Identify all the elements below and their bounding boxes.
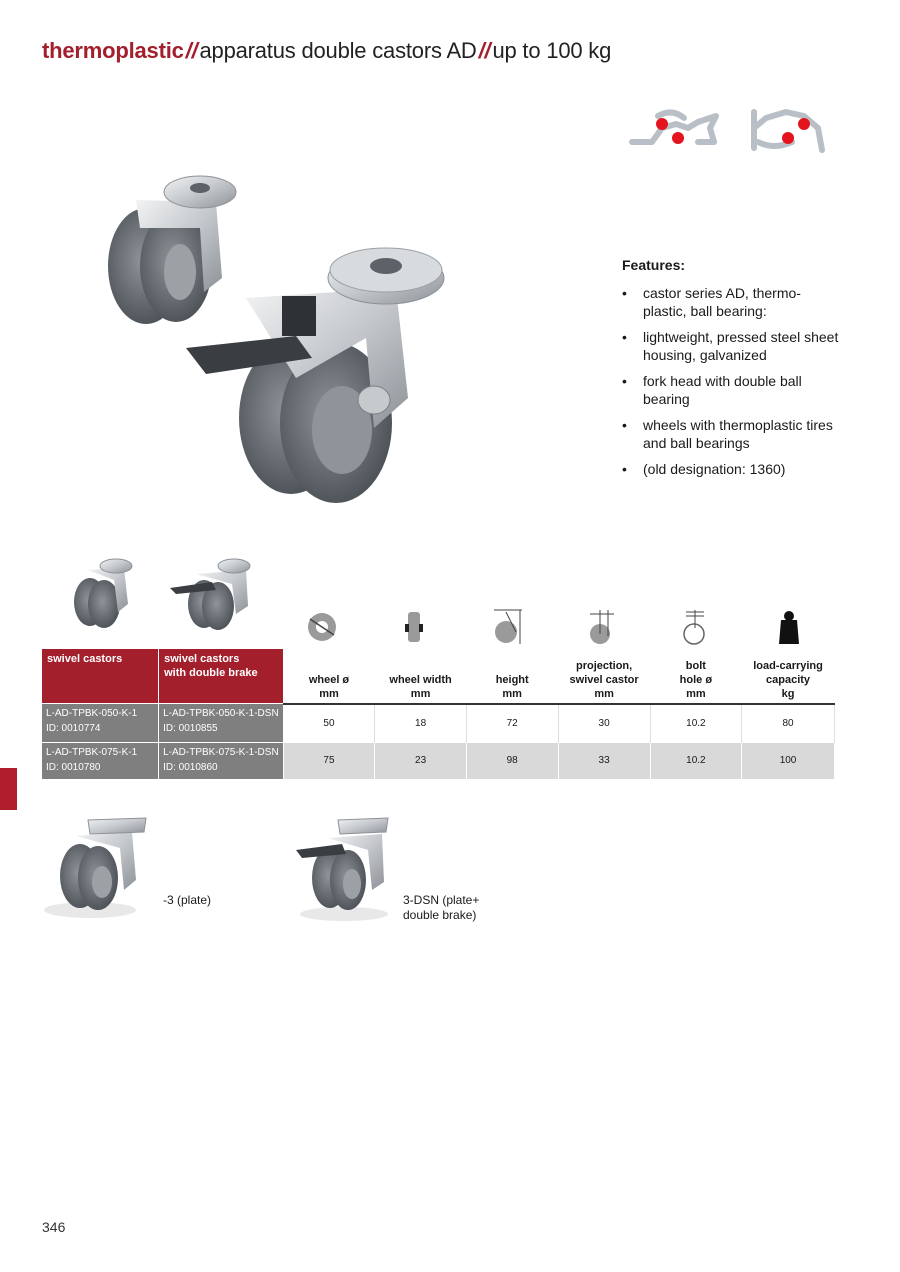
value-cell: 50 [283, 704, 375, 743]
bolt-hole-icon [680, 606, 714, 648]
feature-item: • castor series AD, thermo-plastic, ball bearing: [622, 284, 842, 320]
wheel-width-icon [398, 606, 432, 648]
value-cell: 23 [375, 743, 467, 780]
weight-icon [774, 606, 804, 648]
value-cell: 10.2 [650, 743, 741, 780]
value-cell: 72 [466, 704, 558, 743]
swivel-code-cell: L-AD-TPBK-050-K-1 ID: 0010774 [42, 704, 159, 743]
features-list [622, 284, 842, 478]
brake-castor-thumbnail [166, 552, 258, 632]
page-number: 346 [42, 1219, 66, 1235]
swivel-code-cell: L-AD-TPBK-075-K-1 ID: 0010780 [42, 743, 159, 780]
feature-item: • wheels with thermoplastic tires and ball bearings [622, 416, 842, 452]
spec-table [42, 649, 835, 779]
plate-brake-castor-photo [294, 812, 394, 924]
value-cell: 18 [375, 704, 467, 743]
height-icon [492, 606, 526, 648]
title-separator-2: // [478, 38, 491, 63]
plate-castor-photo [40, 810, 152, 928]
features-heading: Features: [622, 257, 686, 273]
table-header [42, 649, 835, 704]
bearing-ball-icon [782, 132, 794, 144]
col-wheel-diameter: wheel ø mm [283, 649, 375, 704]
value-cell: 80 [742, 704, 835, 743]
feature-item: • (old designation: 1360) [622, 460, 842, 478]
title-product: apparatus double castors AD [199, 38, 477, 63]
value-cell: 30 [558, 704, 650, 743]
option-label: -3 (plate) [163, 893, 212, 907]
value-cell: 33 [558, 743, 650, 780]
projection-icon [586, 606, 620, 648]
wheel-diameter-icon [300, 606, 346, 648]
brake-code-cell: L-AD-TPBK-050-K-1-DSN ID: 0010855 [159, 704, 284, 743]
swivel-castor-thumbnail [68, 554, 140, 632]
bearing-ball-icon [672, 132, 684, 144]
value-cell: 10.2 [650, 704, 741, 743]
feature-item: • lightweight, pressed steel sheet housing, galvanized [622, 328, 842, 364]
col-wheel-width: wheel width mm [375, 649, 467, 704]
table-row [42, 704, 835, 743]
col-swivel-castors: swivel castors [42, 649, 159, 704]
value-cell: 98 [466, 743, 558, 780]
col-brake-castors: swivel castors with double brake [159, 649, 284, 704]
brake-code-cell: L-AD-TPBK-075-K-1-DSN ID: 0010860 [159, 743, 284, 780]
col-bolt-hole: bolt hole ø mm [650, 649, 741, 704]
feature-item: • fork head with double ball bearing [622, 372, 842, 408]
value-cell: 75 [283, 743, 375, 780]
features-panel [622, 256, 842, 486]
value-cell: 100 [742, 743, 835, 780]
title-brand: thermoplastic [42, 38, 184, 63]
bearing-ball-icon [656, 118, 668, 130]
table-row [42, 743, 835, 780]
bearing-ball-icon [798, 118, 810, 130]
page-title [42, 38, 611, 64]
chapter-tab [0, 768, 17, 810]
product-photo [96, 168, 476, 538]
bearing-pictograms [628, 102, 828, 158]
roller-bearing-icon [754, 112, 822, 150]
small-castor [108, 176, 236, 324]
option-label: 3-DSN (plate+ double brake) [403, 893, 480, 922]
col-height: height mm [466, 649, 558, 704]
col-load-capacity: load-carrying capacity kg [742, 649, 835, 704]
col-projection: projection, swivel castor mm [558, 649, 650, 704]
large-castor [186, 248, 444, 503]
title-separator: // [185, 38, 198, 63]
title-capacity: up to 100 kg [492, 38, 612, 63]
